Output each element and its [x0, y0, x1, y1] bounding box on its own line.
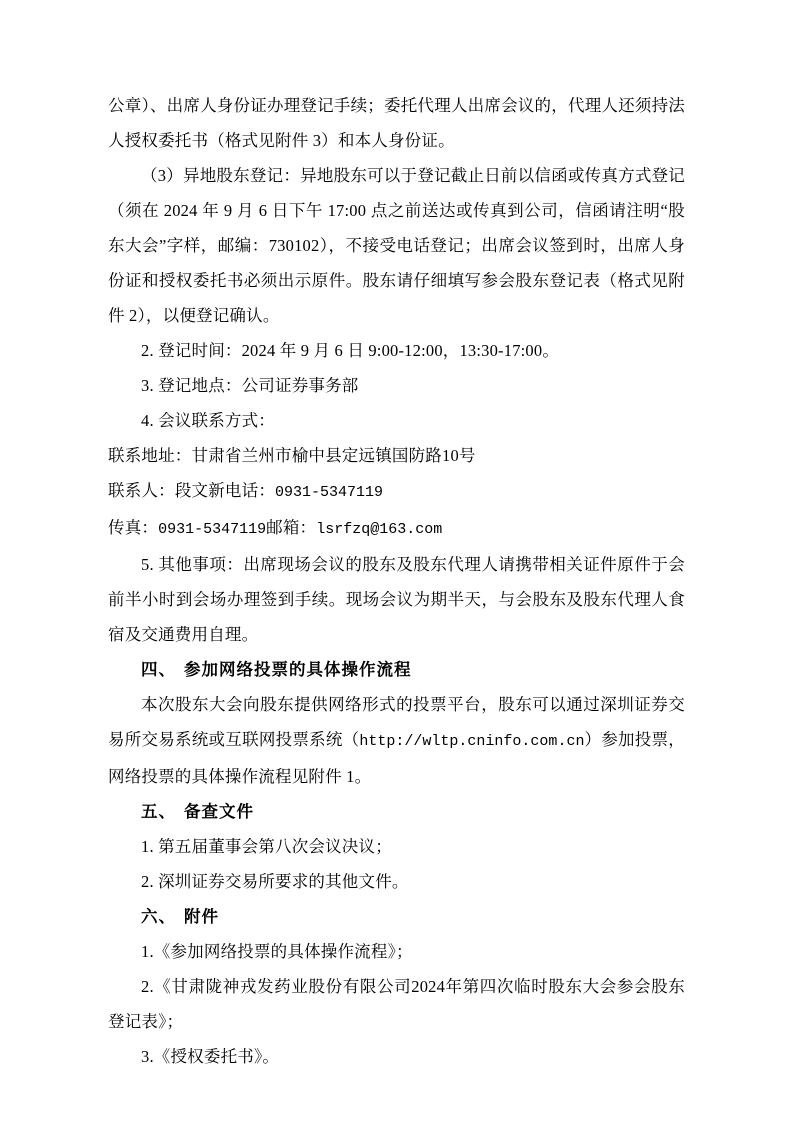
contact-email-label: 邮箱：	[266, 518, 317, 537]
paragraph-registration-time: 2. 登记时间：2024 年 9 月 6 日 9:00-12:00，13:30-17:00。	[141, 341, 560, 360]
contact-person-line	[108, 473, 685, 510]
section-six-item-3: 3.《授权委托书》。	[141, 1047, 280, 1066]
section-five-number: 五、	[141, 802, 176, 821]
contact-phone-value: 0931-5347119	[275, 484, 384, 501]
contact-email-value: lsrfzq@163.com	[316, 521, 443, 538]
contact-fax-label: 传真：	[108, 518, 159, 537]
paragraph-other-matters: 5. 其他事项：出席现场会议的股东及股东代理人请携带相关证件原件于会前半小时到会场办理签到手续。现场会议为期半天，与会股东及股东代理人食宿及交通费用自理。	[108, 555, 685, 644]
contact-person-label: 联系人：	[108, 481, 175, 500]
section-six-title: 附件	[184, 907, 219, 926]
section-five-item-2: 2. 深圳证券交易所要求的其他文件。	[141, 872, 409, 891]
section-four-body-pre: 本次股东大会向股东提供网络形式的投票平台，股东可以通过深圳证券交易所交易系统或互联网投票系统（	[108, 695, 685, 749]
paragraph-remote-registration: （3）异地股东登记：异地股东可以于登记截止日前以信函或传真方式登记（须在 2024 年 9 月 6 日下午 17:00 点之前送达或传真到公司，信函请注明“股东大会”字样，邮编：730102），不接受电话登记；出席会议签到时，出席人身份证和授权委托书必须出示原件。股东请仔细填写参会股东登记表（格式见附件 2），以便登记确认。	[108, 166, 685, 325]
section-six-number: 六、	[141, 907, 176, 926]
section-six-item-1: 1.《参加网络投票的具体操作流程》；	[141, 942, 413, 961]
section-six-heading	[108, 899, 685, 934]
online-voting-url: http://wltp.cninfo.com.cn	[359, 733, 585, 750]
paragraph-contact-title: 4. 会议联系方式：	[141, 411, 275, 430]
contact-address-value: 甘肃省兰州市榆中县定远镇国防路10号	[191, 446, 476, 465]
contact-phone-label: 电话：	[224, 481, 276, 500]
section-four-number: 四、	[141, 660, 176, 679]
contact-fax-value: 0931-5347119	[158, 521, 267, 538]
paragraph-registration-place: 3. 登记地点：公司证券事务部	[141, 376, 359, 395]
contact-fax-line	[108, 510, 685, 547]
section-four-body-post: ）参加投票，网络投票的具体操作流程见附件 1。	[108, 730, 686, 786]
paragraph-registration-continued: 公章）、出席人身份证办理登记手续；委托代理人出席会议的，代理人还须持法人授权委托书（格式见附件 3）和本人身份证。	[108, 96, 685, 150]
contact-person-value: 段文新	[174, 481, 225, 500]
contact-address-line	[108, 438, 685, 473]
document-body	[108, 88, 685, 1074]
section-four-heading	[108, 652, 685, 687]
section-four-body	[108, 687, 685, 794]
contact-address-label: 联系地址：	[108, 446, 192, 465]
section-five-item-1: 1. 第五届董事会第八次会议决议；	[141, 837, 392, 856]
section-five-title: 备查文件	[184, 802, 254, 821]
section-five-heading	[108, 794, 685, 829]
section-four-title: 参加网络投票的具体操作流程	[184, 660, 412, 679]
section-six-item-2: 2.《甘肃陇神戎发药业股份有限公司2024年第四次临时股东大会参会股东登记表》；	[108, 977, 685, 1031]
